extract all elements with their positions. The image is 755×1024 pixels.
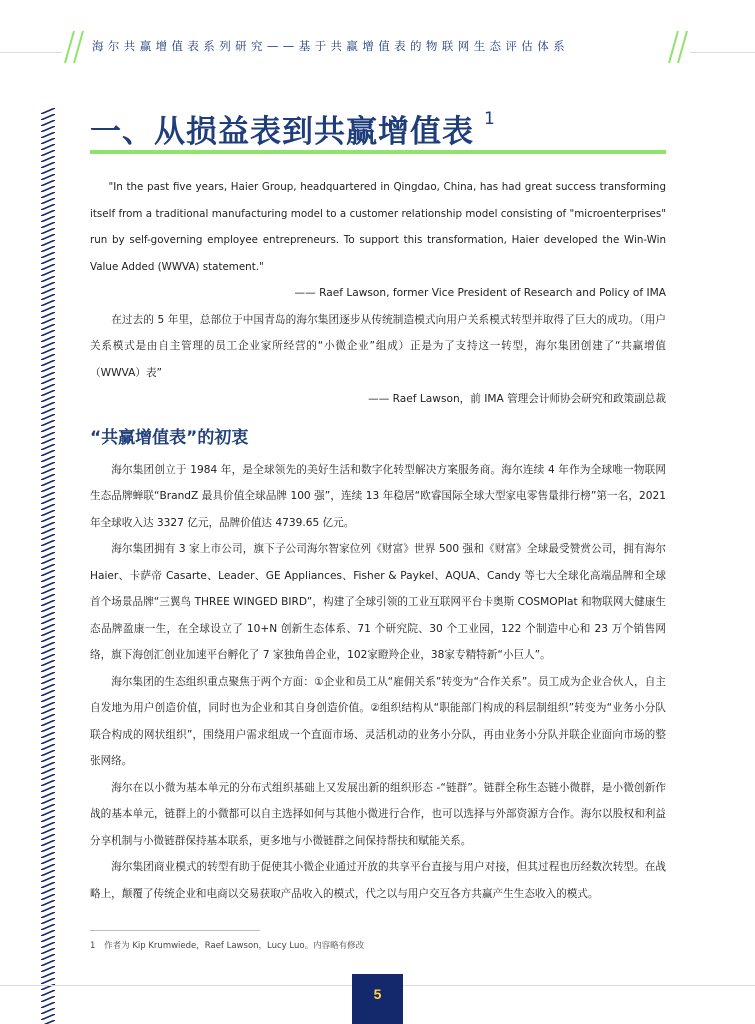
body-paragraph: 海尔集团创立于 1984 年，是全球领先的美好生活和数字化转型解决方案服务商。海尔连续 4 年作为全球唯一物联网生态品牌蝉联“BrandZ 最具价值全球品牌 100 强”，连续 13 年稳居“欧睿国际全球大型家电零售量排行榜”第一名，2021 年全球收入达 3327 亿元，品牌价值达 4739.65 亿元。	[90, 463, 666, 529]
body-paragraph: 海尔集团商业模式的转型有助于促使其小微企业通过开放的共享平台直接与用户对接，但其过程也历经数次转型。在战略上，颠覆了传统企业和电商以交易获取产品收入的模式，代之以与用户交互各方共赢产生生态收入的模式。	[90, 861, 666, 900]
title-footnote-marker: 1	[484, 109, 496, 129]
header-title: 海尔共赢增值表系列研究——基于共赢增值表的物联网生态评估体系	[92, 39, 569, 53]
chapter-title	[90, 106, 496, 151]
section-heading: “共赢增值表”的初衷	[90, 427, 249, 448]
footer-divider	[0, 985, 352, 986]
english-attribution: —— Raef Lawson, former Vice President of Research and Policy of IMA	[294, 287, 666, 299]
decorative-stripe	[41, 108, 55, 1024]
title-underline	[90, 150, 666, 154]
footer-divider	[403, 985, 755, 986]
footnote-text: 作者为 Kip Krumwiede，Raef Lawson，Lucy Luo。内容略有修改	[104, 941, 365, 951]
body-paragraph: 海尔在以小微为基本单元的分布式组织基础上又发展出新的组织形态 -“链群”。链群全称生态链小微群，是小微创新作战的基本单元，链群上的小微都可以自主选择如何与其他小微进行合作，也可以选择与外部资源方合作。海尔以股权和利益分享机制与小微链群保持基本联系，更多地与小微链群之间保持帮扶和赋能关系。	[90, 781, 666, 847]
double-slash-icon	[62, 30, 88, 64]
chinese-quote: 在过去的 5 年里，总部位于中国青岛的海尔集团逐步从传统制造模式向用户关系模式转型并取得了巨大的成功。（用户关系模式是由自主管理的员工企业家所经营的“小微企业”组成）正是为了支持这一转型，海尔集团创建了“共赢增值（WWVA）表”	[90, 313, 666, 379]
header-divider	[690, 52, 755, 53]
chapter-title-text: 一、从损益表到共赢增值表	[90, 114, 474, 150]
footnote-divider	[90, 930, 260, 931]
body-paragraph: 海尔集团拥有 3 家上市公司，旗下子公司海尔智家位列《财富》世界 500 强和《财富》全球最受赞赏公司，拥有海尔 Haier、卡萨帝 Casarte、Leader、GE Appliances、Fisher & Paykel、AQUA、Candy 等七大全球化高端品牌和全球首个场景品牌“三翼鸟 THREE WINGED BIRD”，构建了全球引领的工业互联网平台卡奥斯 COSMOPlat 和物联网大健康生态品牌盈康一生，在全球设立了 10+N 创新生态体系、71 个研究院、30 个工业园，122 个制造中心和 23 万个销售网络，旗下海创汇创业加速平台孵化了 7 家独角兽企业，102家瞪羚企业，38家专精特新“小巨人”。	[90, 543, 666, 661]
footnote	[90, 939, 364, 951]
body-paragraph: 海尔集团的生态组织重点聚焦于两个方面：①企业和员工从“雇佣关系”转变为“合作关系”。员工成为企业合伙人，自主自发地为用户创造价值，同时也为企业和其自身创造价值。②组织结构从“职能部门构成的科层制组织”转变为“业务小分队联合构成的网状组织”，围绕用户需求组成一个直面市场、灵活机动的业务小分队，再由业务小分队并联企业面向市场的整张网络。	[90, 675, 666, 767]
english-quote: "In the past five years, Haier Group, headquartered in Qingdao, China, has had great success transforming itself from a traditional manufacturing model to a customer relationship model consisting of "microenterprises" run by self-governing employee entrepreneurs. To support this transformation, Haier developed the Win-Win Value Added (WWVA) statement."	[90, 181, 666, 273]
body-content	[90, 174, 666, 907]
page-number: 5	[373, 986, 382, 1002]
page-number-box	[352, 974, 403, 1024]
running-header	[62, 30, 690, 64]
footnote-marker: 1	[90, 941, 96, 951]
header-divider	[0, 52, 62, 53]
chinese-attribution: —— Raef Lawson，前 IMA 管理会计师协会研究和政策副总裁	[368, 393, 666, 405]
double-slash-icon	[664, 30, 690, 64]
